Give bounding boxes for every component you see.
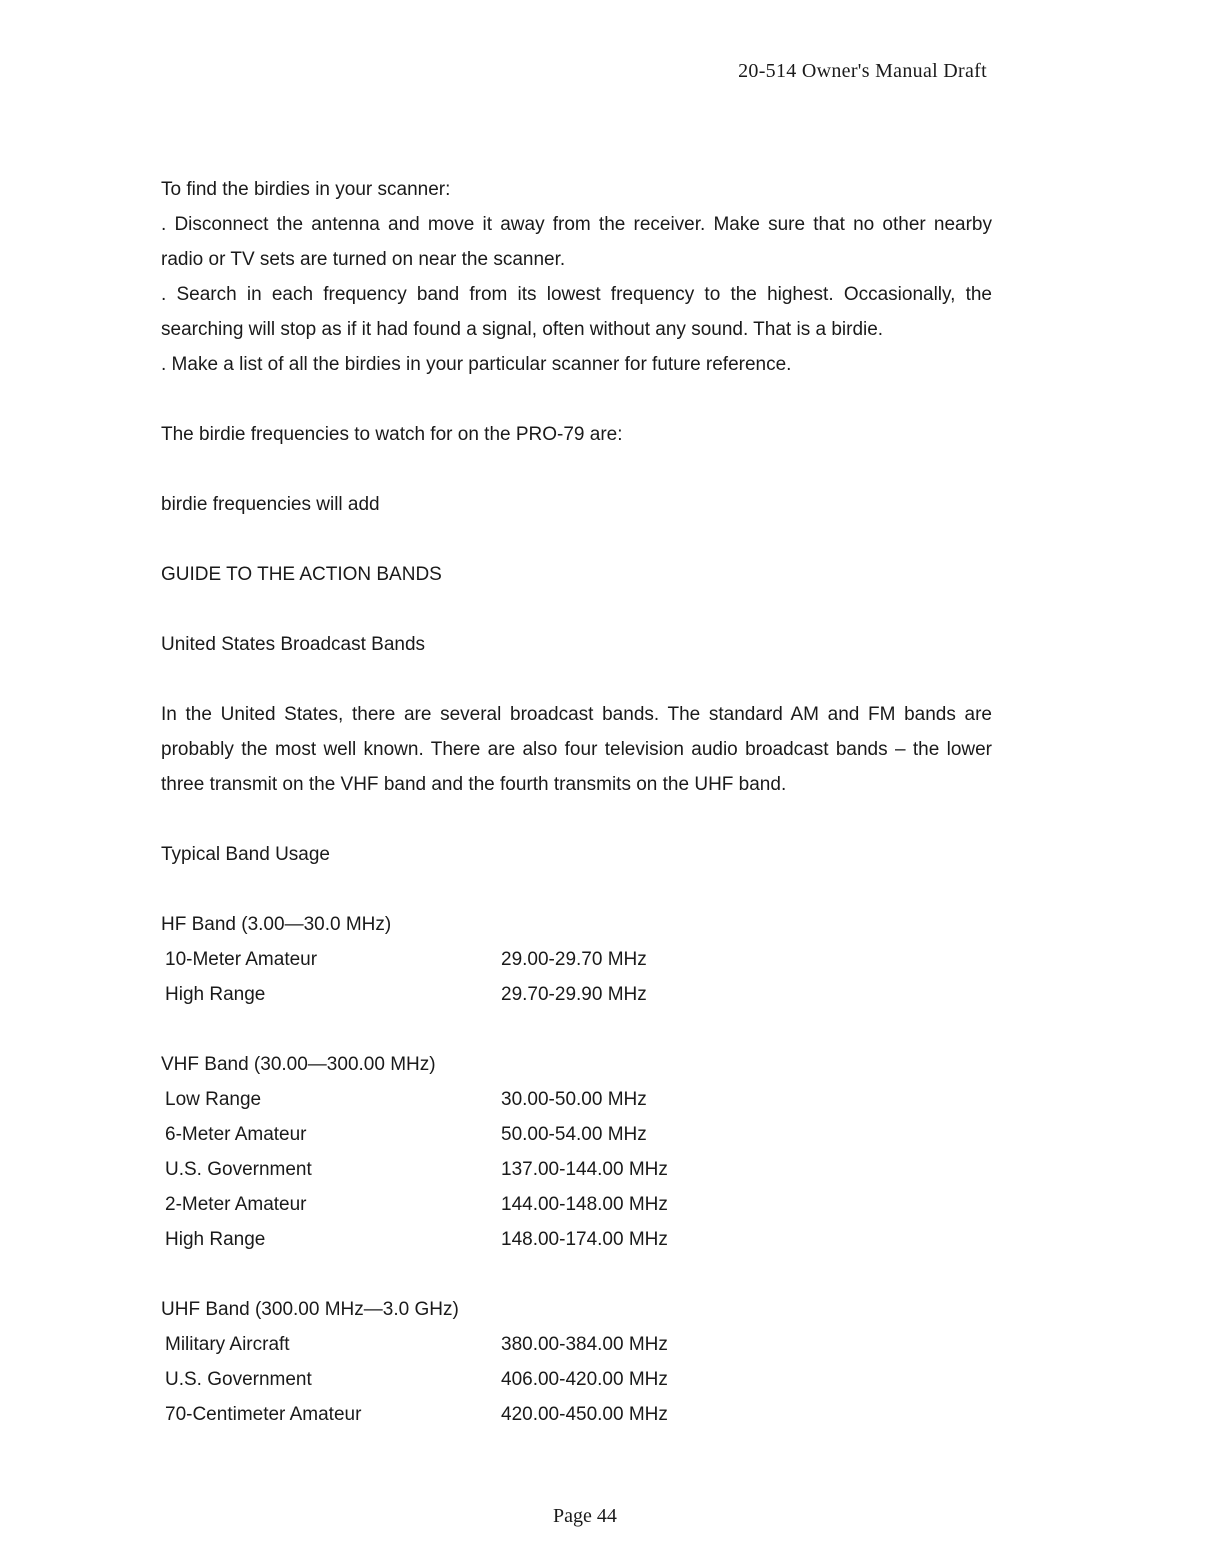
- band-usage-name: 6-Meter Amateur: [165, 1124, 307, 1145]
- birdie-step-1: . Disconnect the antenna and move it away from the receiver. Make sure that no other nearby radio or TV sets are turned on near the scanner.: [161, 214, 992, 270]
- page-header: 20-514 Owner's Manual Draft: [738, 60, 987, 82]
- band-usage-name: 2-Meter Amateur: [165, 1194, 307, 1215]
- vhf-band-section: [161, 1047, 992, 1257]
- birdie-step-2: . Search in each frequency band from its lowest frequency to the highest. Occasionally, the searching will stop as if it had found a signal, often without any sound. That is a birdie.: [161, 284, 992, 340]
- band-row: [165, 1152, 992, 1187]
- subsection-heading: United States Broadcast Bands: [161, 634, 426, 655]
- hf-band-section: [161, 907, 992, 1012]
- birdie-lead: To find the birdies in your scanner:: [161, 179, 451, 200]
- band-title: UHF Band (300.00 MHz—3.0 GHz): [161, 1299, 459, 1320]
- band-usage-name: Military Aircraft: [165, 1334, 290, 1355]
- band-title: VHF Band (30.00—300.00 MHz): [161, 1054, 436, 1075]
- birdie-frequencies-intro: The birdie frequencies to watch for on the PRO-79 are:: [161, 424, 623, 445]
- section-heading: GUIDE TO THE ACTION BANDS: [161, 564, 442, 585]
- broadcast-bands-paragraph: In the United States, there are several broadcast bands. The standard AM and FM bands are probably the most well known. There are also four television audio broadcast bands – the lower three transmit on the VHF band and the fourth transmits on the UHF band.: [161, 704, 992, 795]
- band-frequency-range: 420.00-450.00 MHz: [501, 1404, 668, 1425]
- birdie-frequencies-note: birdie frequencies will add: [161, 494, 380, 515]
- manual-content: [161, 172, 992, 1432]
- band-usage-name: U.S. Government: [165, 1369, 312, 1390]
- band-frequency-range: 29.00-29.70 MHz: [501, 949, 647, 970]
- band-frequency-range: 144.00-148.00 MHz: [501, 1194, 668, 1215]
- page-number: Page 44: [553, 1505, 617, 1527]
- band-row: [165, 1397, 992, 1432]
- band-frequency-range: 29.70-29.90 MHz: [501, 984, 647, 1005]
- band-frequency-range: 50.00-54.00 MHz: [501, 1124, 647, 1145]
- band-row: [165, 1327, 992, 1362]
- band-frequency-range: 406.00-420.00 MHz: [501, 1369, 668, 1390]
- band-row: [165, 1187, 992, 1222]
- band-frequency-range: 148.00-174.00 MHz: [501, 1229, 668, 1250]
- band-usage-name: 70-Centimeter Amateur: [165, 1404, 362, 1425]
- uhf-band-section: [161, 1292, 992, 1432]
- band-usage-name: U.S. Government: [165, 1159, 312, 1180]
- band-usage-heading: Typical Band Usage: [161, 844, 330, 865]
- band-usage-name: Low Range: [165, 1089, 262, 1110]
- band-frequency-range: 30.00-50.00 MHz: [501, 1089, 647, 1110]
- band-row: [165, 1362, 992, 1397]
- band-title: HF Band (3.00—30.0 MHz): [161, 914, 392, 935]
- band-usage-name: High Range: [165, 984, 266, 1005]
- band-usage-name: 10-Meter Amateur: [165, 949, 318, 970]
- band-row: [165, 942, 992, 977]
- birdie-step-3: . Make a list of all the birdies in your particular scanner for future reference.: [161, 354, 792, 375]
- band-frequency-range: 137.00-144.00 MHz: [501, 1159, 668, 1180]
- band-row: [165, 1082, 992, 1117]
- band-row: [165, 1222, 992, 1257]
- band-row: [165, 977, 992, 1012]
- band-usage-name: High Range: [165, 1229, 266, 1250]
- band-frequency-range: 380.00-384.00 MHz: [501, 1334, 668, 1355]
- band-row: [165, 1117, 992, 1152]
